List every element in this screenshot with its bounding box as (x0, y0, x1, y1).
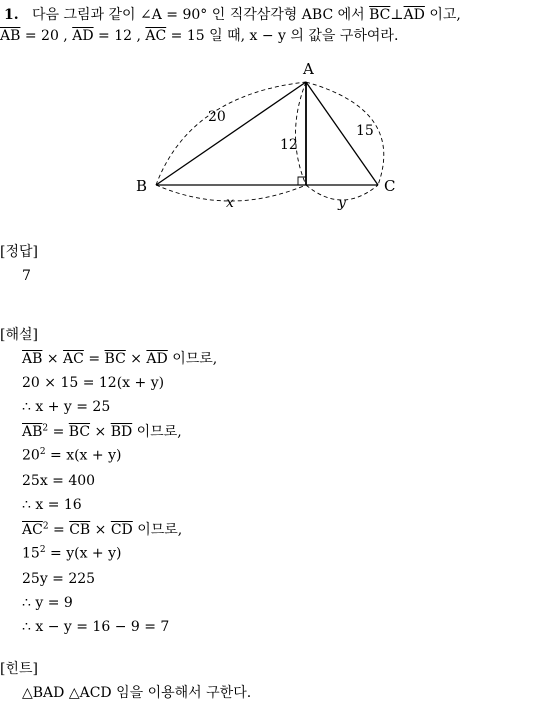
segment-ad-2: $\overline{AD}$ (72, 28, 94, 44)
seg-bc: $\overline{BC}$ (68, 424, 91, 440)
segment-ad: $\overline{AD}$ (403, 7, 425, 23)
seg-bc: $\overline{BC}$ (104, 351, 126, 367)
perp-symbol: ⊥ (390, 7, 404, 23)
edge-ab (156, 82, 306, 185)
solution-line-12: ∴ x − y = 16 − 9 = 7 (22, 619, 170, 635)
vertex-c-label: C (384, 177, 396, 195)
rest: = x(x + y) (45, 447, 122, 464)
exp: 2 (39, 447, 46, 457)
solution-line-6: 25x = 400 (22, 473, 96, 489)
equals: = (48, 522, 70, 538)
label-y: y (338, 195, 346, 211)
exp: 2 (39, 545, 46, 555)
problem-line-1 (4, 4, 461, 24)
solution-header: [해설] (0, 327, 38, 343)
triangle-figure (130, 55, 410, 215)
answer-value: 7 (22, 268, 31, 284)
equals: = (48, 424, 69, 440)
seg-cb: $\overline{CB}$ (69, 522, 91, 538)
solution-line-5 (22, 447, 121, 464)
times: × (125, 351, 147, 367)
solution-line-3: ∴ x + y = 25 (22, 399, 111, 415)
arc-ad (296, 82, 307, 185)
hint-text: △BAD △ACD 임을 이용해서 구한다. (22, 685, 252, 701)
equals: = (83, 351, 105, 367)
tail: 이므로, (167, 351, 218, 367)
solution-line-7: ∴ x = 16 (22, 497, 82, 513)
vertex-b-label: B (136, 177, 148, 195)
solution-line-4 (22, 421, 182, 441)
label-12: 12 (280, 137, 298, 153)
label-15: 15 (356, 123, 374, 139)
segment-ac: $\overline{AC}$ (145, 28, 167, 44)
segment-ab: $\overline{AB}$ (0, 28, 21, 44)
tail: 이므로, (132, 522, 183, 538)
solution-line-9 (22, 545, 121, 562)
solution-line-2: 20 × 15 = 12(x + y) (22, 375, 165, 391)
seg-ac: $\overline{AC}$ (63, 351, 84, 367)
solution-line-8 (22, 519, 182, 539)
solution-line-10: 25y = 225 (22, 571, 96, 587)
times: × (42, 351, 64, 367)
seg-bd: $\overline{BD}$ (110, 424, 133, 440)
base: 20 (22, 447, 40, 464)
ab-value: = 20 , (24, 28, 68, 44)
tail: 이므로, (132, 424, 182, 440)
exp: 2 (42, 521, 49, 532)
seg-cd: $\overline{CD}$ (110, 522, 133, 538)
answer-header: [정답] (0, 244, 38, 260)
problem-line-2 (0, 25, 398, 45)
solution-line-1 (22, 348, 217, 368)
rest: = y(x + y) (45, 545, 122, 562)
segment-bc: $\overline{BC}$ (369, 7, 391, 23)
label-20: 20 (208, 109, 226, 125)
seg-ab: $\overline{AB}$ (22, 351, 43, 367)
problem-text-1b: 이고, (429, 7, 461, 23)
ac-value: = 15 일 때, x − y 의 값을 구하여라. (170, 28, 399, 44)
seg-ad: $\overline{AD}$ (146, 351, 168, 367)
ad-value: = 12 , (98, 28, 141, 44)
times: × (90, 424, 111, 440)
solution-line-11: ∴ y = 9 (22, 595, 73, 611)
problem-text-1a: 다음 그림과 같이 ∠A = 90° 인 직각삼각형 ABC 에서 (31, 7, 365, 23)
times: × (90, 522, 111, 538)
label-x: x (226, 195, 234, 211)
exp: 2 (42, 423, 49, 434)
base: 15 (22, 545, 40, 562)
seg-ac: $\overline{AC}$ (22, 522, 43, 538)
problem-number: 1. (4, 7, 19, 23)
vertex-a-label: A (303, 60, 314, 78)
hint-header: [힌트] (0, 661, 38, 677)
seg-ab: $\overline{AB}$ (22, 424, 43, 440)
